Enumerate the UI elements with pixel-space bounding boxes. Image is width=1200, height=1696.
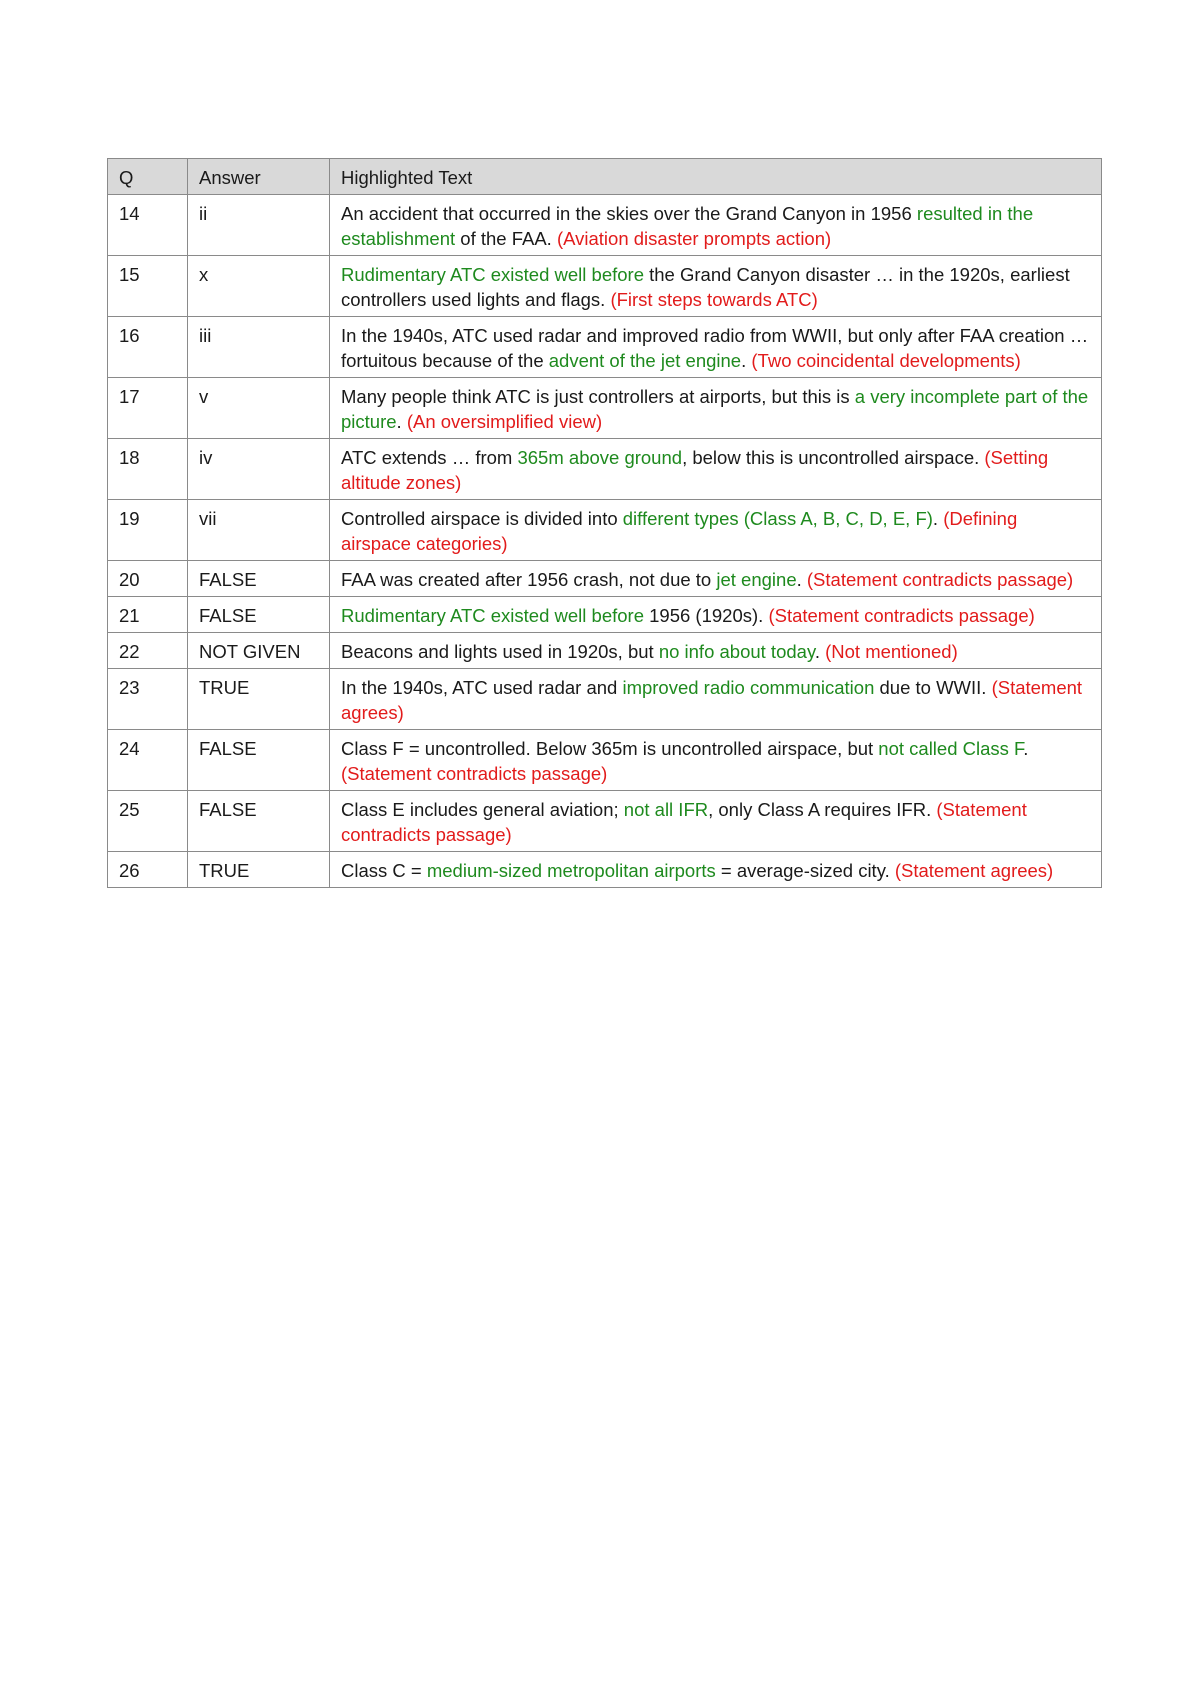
question-number: 15: [108, 256, 188, 317]
table-row: [108, 791, 1102, 852]
header-q: Q: [108, 159, 188, 195]
highlighted-text-cell: [330, 597, 1102, 633]
highlighted-text-cell: [330, 730, 1102, 791]
plain-text: .: [396, 411, 407, 432]
highlighted-text-cell: [330, 378, 1102, 439]
answer-cell: FALSE: [188, 561, 330, 597]
table-row: [108, 317, 1102, 378]
question-number: 20: [108, 561, 188, 597]
table-row: [108, 439, 1102, 500]
plain-text: Controlled airspace is divided into: [341, 508, 623, 529]
plain-text: ATC extends … from: [341, 447, 518, 468]
highlighted-text-cell: [330, 317, 1102, 378]
highlighted-text-cell: [330, 439, 1102, 500]
plain-text: , only Class A requires IFR.: [708, 799, 937, 820]
plain-text: In the 1940s, ATC used radar and: [341, 677, 623, 698]
plain-text: = average-sized city.: [715, 860, 895, 881]
highlight-evidence: different types (Class A, B, C, D, E, F): [622, 508, 933, 529]
highlight-evidence: no info about today: [658, 641, 815, 662]
answer-table: [107, 158, 1102, 888]
highlight-note: (An oversimplified view): [406, 411, 603, 432]
table-row: [108, 669, 1102, 730]
highlight-evidence: a very incomplete part of the picture: [341, 386, 1089, 432]
highlight-evidence: medium-sized metropolitan airports: [426, 860, 716, 881]
highlight-note: (Defining airspace categories): [341, 508, 1018, 554]
plain-text: the Grand Canyon disaster … in the 1920s, earliest controllers used lights and flags.: [341, 264, 1070, 310]
plain-text: .: [932, 508, 944, 529]
plain-text: Beacons and lights used in 1920s, but: [341, 641, 659, 662]
question-number: 18: [108, 439, 188, 500]
highlighted-text-cell: [330, 561, 1102, 597]
table-body: [108, 195, 1102, 888]
header-highlighted-text: Highlighted Text: [330, 159, 1102, 195]
answer-cell: NOT GIVEN: [188, 633, 330, 669]
plain-text: , below this is uncontrolled airspace.: [682, 447, 985, 468]
plain-text: Class C =: [341, 860, 427, 881]
highlighted-text-cell: [330, 633, 1102, 669]
highlight-note: (Statement contradicts passage): [341, 763, 608, 784]
highlighted-text-cell: [330, 256, 1102, 317]
highlighted-text-cell: [330, 791, 1102, 852]
plain-text: due to WWII.: [874, 677, 992, 698]
question-number: 16: [108, 317, 188, 378]
table-row: [108, 633, 1102, 669]
plain-text: of the FAA.: [455, 228, 557, 249]
table-row: [108, 500, 1102, 561]
highlight-note: (Statement contradicts passage): [341, 799, 1027, 845]
table-row: [108, 852, 1102, 888]
answer-cell: ii: [188, 195, 330, 256]
highlight-evidence: not called Class F: [878, 738, 1024, 759]
question-number: 21: [108, 597, 188, 633]
question-number: 24: [108, 730, 188, 791]
highlight-note: (Aviation disaster prompts action): [556, 228, 832, 249]
answer-cell: FALSE: [188, 791, 330, 852]
question-number: 25: [108, 791, 188, 852]
answer-cell: x: [188, 256, 330, 317]
table-row: [108, 256, 1102, 317]
plain-text: .: [796, 569, 807, 590]
plain-text: In the 1940s, ATC used radar and improved radio from WWII, but only after FAA creation … fortuitous because of the: [341, 325, 1089, 371]
table-row: [108, 597, 1102, 633]
question-number: 26: [108, 852, 188, 888]
highlight-note: (Not mentioned): [825, 641, 958, 662]
answer-cell: v: [188, 378, 330, 439]
highlight-note: (Statement contradicts passage): [806, 569, 1074, 590]
table-row: [108, 195, 1102, 256]
header-answer: Answer: [188, 159, 330, 195]
plain-text: .: [1023, 738, 1029, 759]
highlight-evidence: Rudimentary ATC existed well before: [341, 605, 644, 626]
answer-cell: iv: [188, 439, 330, 500]
plain-text: .: [814, 641, 826, 662]
highlight-evidence: jet engine: [716, 569, 797, 590]
question-number: 19: [108, 500, 188, 561]
plain-text: 1956 (1920s).: [643, 605, 769, 626]
highlighted-text-cell: [330, 195, 1102, 256]
answer-cell: TRUE: [188, 852, 330, 888]
question-number: 17: [108, 378, 188, 439]
plain-text: An accident that occurred in the skies over the Grand Canyon in 1956: [341, 203, 917, 224]
table-header-row: [108, 159, 1102, 195]
highlight-note: (First steps towards ATC): [610, 289, 818, 310]
table-row: [108, 378, 1102, 439]
highlight-evidence: resulted in the establishment: [341, 203, 1034, 249]
highlight-evidence: improved radio communication: [622, 677, 875, 698]
question-number: 22: [108, 633, 188, 669]
table-row: [108, 730, 1102, 791]
plain-text: Many people think ATC is just controllers at airports, but this is: [341, 386, 855, 407]
highlight-note: (Setting altitude zones): [341, 447, 1049, 493]
highlighted-text-cell: [330, 500, 1102, 561]
plain-text: Class E includes general aviation;: [341, 799, 624, 820]
plain-text: .: [741, 350, 752, 371]
highlighted-text-cell: [330, 669, 1102, 730]
highlight-note: (Statement agrees): [894, 860, 1054, 881]
highlight-evidence: advent of the jet engine: [548, 350, 742, 371]
table-row: [108, 561, 1102, 597]
plain-text: Class F = uncontrolled. Below 365m is uncontrolled airspace, but: [341, 738, 879, 759]
answer-cell: FALSE: [188, 597, 330, 633]
highlight-note: (Statement agrees): [341, 677, 1083, 723]
answer-cell: iii: [188, 317, 330, 378]
question-number: 23: [108, 669, 188, 730]
highlight-evidence: 365m above ground: [517, 447, 683, 468]
highlight-evidence: not all IFR: [623, 799, 709, 820]
highlighted-text-cell: [330, 852, 1102, 888]
highlight-note: (Two coincidental developments): [751, 350, 1021, 371]
plain-text: FAA was created after 1956 crash, not due to: [341, 569, 717, 590]
answer-cell: FALSE: [188, 730, 330, 791]
answer-cell: vii: [188, 500, 330, 561]
highlight-note: (Statement contradicts passage): [768, 605, 1035, 626]
highlight-evidence: Rudimentary ATC existed well before: [341, 264, 644, 285]
question-number: 14: [108, 195, 188, 256]
answer-cell: TRUE: [188, 669, 330, 730]
